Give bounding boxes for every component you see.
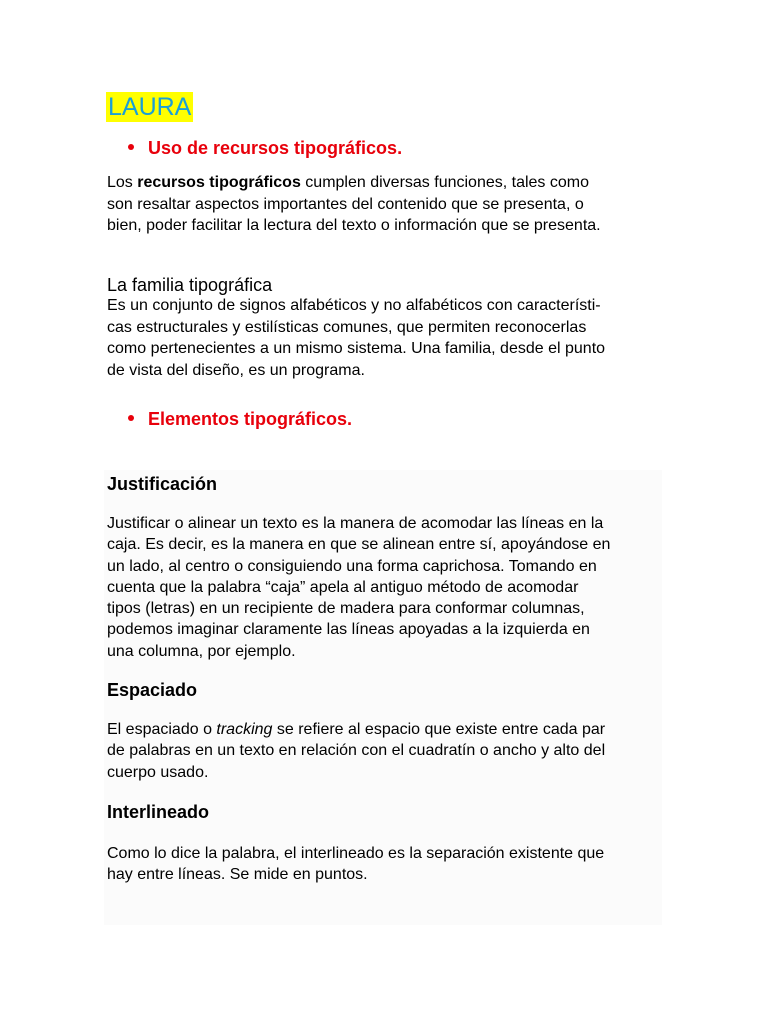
justificacion-line: cuenta que la palabra “caja” apela al antiguo método de acomodar <box>107 578 579 596</box>
interlineado-paragraph <box>107 843 667 886</box>
author-name: LAURA <box>108 93 192 121</box>
justificacion-line: una columna, por ejemplo. <box>107 642 296 660</box>
section-heading-recursos-text: Uso de recursos tipográficos. <box>148 138 403 158</box>
interlineado-line: Como lo dice la palabra, el interlineado es la separación existente que <box>107 845 605 862</box>
espaciado-line-3: cuerpo usado. <box>107 763 209 781</box>
section-heading-elementos-text: Elementos tipográficos. <box>148 409 353 429</box>
espaciado-line-1: El espaciado o tracking se refiere al espacio que existe entre cada par <box>107 721 606 738</box>
section-heading-recursos <box>128 137 402 159</box>
espaciado-line-2: de palabras en un texto en relación con el cuadratín o ancho y alto del <box>107 742 606 760</box>
justificacion-line: caja. Es decir, es la manera en que se alinean entre sí, apoyándose en <box>107 536 611 554</box>
justificacion-line: Justificar o alinear un texto es la manera de acomodar las líneas en la <box>107 515 604 532</box>
intro-bold-term: recursos tipográficos <box>137 174 301 191</box>
familia-title: La familia tipográfica <box>107 275 273 295</box>
intro-line-3: bien, poder facilitar la lectura del texto o información que se presenta. <box>107 217 601 234</box>
justificacion-line: un lado, al centro o consiguiendo una forma caprichosa. Tomando en <box>107 557 597 575</box>
familia-line: cas estructurales y estilísticas comunes, que permiten reconocerlas <box>107 318 587 336</box>
intro-paragraph <box>107 172 667 237</box>
bullet-icon <box>128 415 134 421</box>
interlineado-line: hay entre líneas. Se mide en puntos. <box>107 866 368 884</box>
interlineado-title: Interlineado <box>107 802 210 822</box>
familia-line: Es un conjunto de signos alfabéticos y no alfabéticos con característi- <box>107 297 601 314</box>
justificacion-line: podemos imaginar claramente las líneas apoyadas a la izquierda en <box>107 621 590 639</box>
espaciado-title: Espaciado <box>107 680 198 700</box>
familia-line: como pertenecientes a un mismo sistema. Una familia, desde el punto <box>107 340 606 357</box>
intro-line-1: Los recursos tipográficos cumplen diversas funciones, tales como <box>107 174 589 191</box>
familia-paragraph <box>107 295 667 381</box>
tracking-term: tracking <box>216 721 273 738</box>
bullet-icon <box>128 144 134 150</box>
justificacion-paragraph <box>107 513 667 662</box>
familia-line: de vista del diseño, es un programa. <box>107 361 365 379</box>
section-heading-elementos <box>128 408 352 430</box>
intro-line-2: son resaltar aspectos importantes del contenido que se presenta, o <box>107 195 584 213</box>
justificacion-title: Justificación <box>107 474 218 494</box>
espaciado-paragraph <box>107 719 667 783</box>
justificacion-line: tipos (letras) en un recipiente de madera para conformar columnas, <box>107 600 585 618</box>
